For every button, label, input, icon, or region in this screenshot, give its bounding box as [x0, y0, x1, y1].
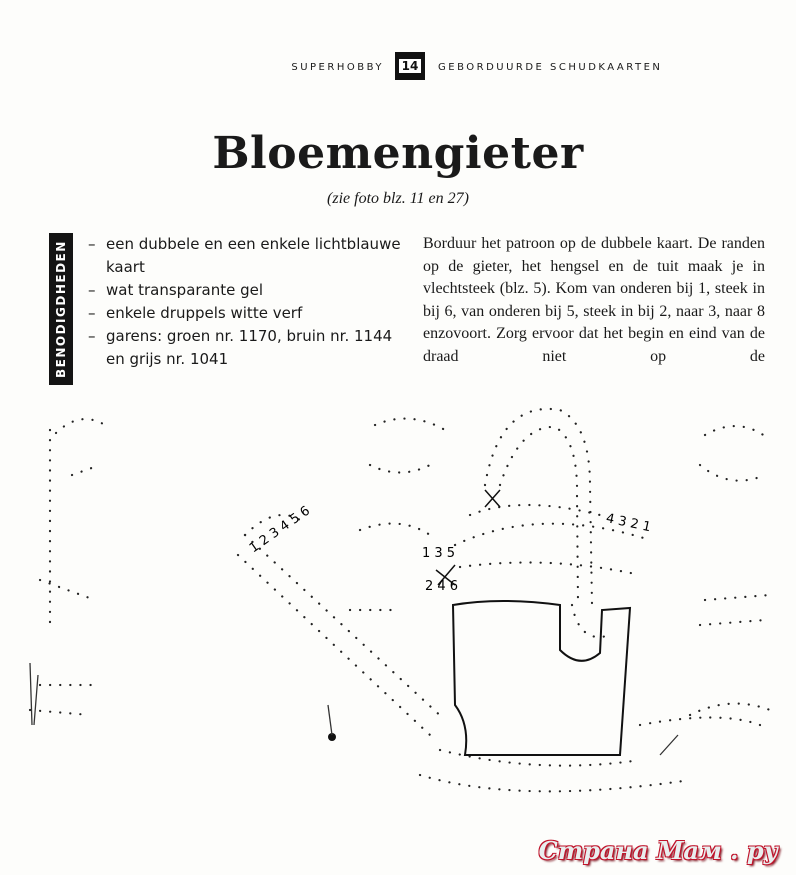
- photo-reference: (zie foto blz. 11 en 27): [327, 190, 469, 207]
- supplies-item: – garens: groen nr. 1170, bruin nr. 1144 en grijs nr. 1041: [88, 325, 408, 371]
- header-magazine-name: SUPERHOBBY: [291, 62, 384, 73]
- page-title: Bloemengieter: [212, 128, 584, 179]
- watering-can-pattern: [0, 395, 796, 815]
- header-section-name: GEBORDUURDE SCHUDKAARTEN: [438, 62, 663, 73]
- lid-stitch-numbers-even: 2 4 6: [425, 579, 459, 594]
- instructions-paragraph: Borduur het patroon op de dubbele kaart. De randen op de gieter, het hengsel en de tuit maak je in vlechtsteek (blz. 5). Kom van onderen bij 1, steek in bij 6, van onderen bij 5, steek in bij 2, naar 3, naar 8 enzovoort. Zorg ervoor dat het begin en eind van de draad niet op de: [423, 235, 765, 365]
- site-watermark: Страна Мам . ру: [538, 836, 778, 865]
- spout-bottom-dots: [238, 555, 430, 735]
- supplies-side-label: BENODIGDHEDEN: [49, 233, 73, 385]
- handle-stitch-numbers: 4 3 2 1: [604, 511, 653, 536]
- base-row-dots: [440, 750, 640, 766]
- spout-stitch-numbers: 1 2 3 4 5 6: [246, 503, 313, 557]
- running-header: [0, 52, 796, 82]
- can-body-outline: [453, 601, 630, 755]
- left-thread-mark: [30, 663, 38, 725]
- handle-cross-marker: [485, 490, 500, 507]
- lid-stitch-numbers-odd: 1 3 5: [422, 546, 456, 561]
- page-number-box: [395, 52, 425, 80]
- handle-outer-dots: [485, 409, 592, 605]
- left-flourish-dots: [56, 419, 105, 433]
- spout-top-dots: [245, 535, 445, 720]
- supplies-item: – een dubbele en een enkele lichtblauwe kaart: [88, 233, 408, 279]
- handle-inner-dots: [500, 427, 578, 605]
- supplies-item: – enkele druppels witte verf: [88, 302, 408, 325]
- right-flourish-dots: [705, 426, 770, 440]
- supplies-list: [88, 233, 408, 371]
- page-number: 14: [399, 59, 422, 73]
- supplies-item: – wat transparante gel: [88, 279, 408, 302]
